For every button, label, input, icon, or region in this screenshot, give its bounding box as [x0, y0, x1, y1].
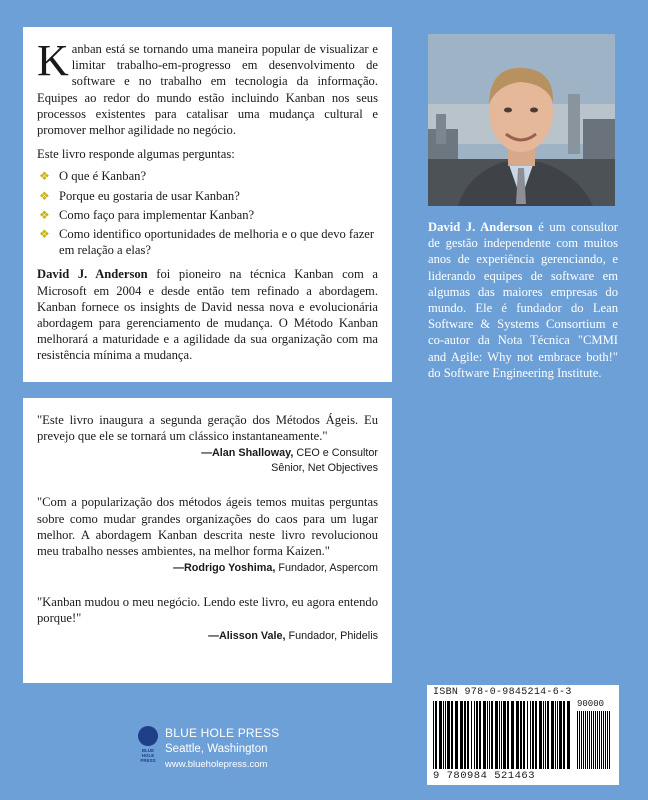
svg-text:BLUE: BLUE — [141, 748, 155, 753]
questions-intro: Este livro responde algumas perguntas: — [37, 147, 235, 162]
quote-text: "Kanban mudou o meu negócio. Lendo este livro, eu agora entendo porque!" — [37, 595, 378, 626]
isbn-barcode — [427, 685, 619, 785]
list-item: ❖ Como identifico oportunidades de melhoria e o que devo fazer em relação a elas? — [39, 227, 375, 258]
barcode-bars — [433, 701, 571, 769]
quote-attribution: —Rodrigo Yoshima, Fundador, Aspercom — [173, 562, 378, 575]
list-item: ❖ O que é Kanban? — [39, 169, 147, 184]
barcode-digits: 9 780984 521463 — [433, 770, 536, 782]
author-paragraph: David J. Anderson foi pioneiro na técnica Kanban com a Microsoft em 2004 e desde então tem refinado a abordagem. Kanban fornece os insights de David nessa nova e evolucionária abordagem para gerenciamento de mudança. O Método Kanban melhorará a maturidade e a agilidade da sua organização com ma resistência mínima a mudança. — [37, 267, 378, 363]
quote-text: "Este livro inaugura a segunda geração dos Métodos Ágeis. Eu prevejo que ele se tornará um clássico instantaneamente." — [37, 413, 378, 444]
isbn-number: ISBN 978-0-9845214-6-3 — [433, 687, 572, 698]
price-barcode-bars — [577, 711, 613, 769]
list-item: ❖ Porque eu gostaria de usar Kanban? — [39, 188, 240, 203]
author-photo — [428, 34, 615, 206]
price-code: 90000 — [577, 699, 605, 709]
bio-author-name: David J. Anderson — [428, 220, 533, 234]
publisher-name: BLUE HOLE PRESS — [165, 726, 280, 740]
testimonials-box — [23, 398, 392, 683]
author-bio: David J. Anderson é um consultor de gestão independente com muitos anos de experiência gerenciando, e liderando equipes de software em algumas das maiores empresas do mundo. Ele é fundador do Lean Software & Systems Consortium e co-autor da Nota Técnica "CMMI and Agile: Why not embrace both!" do Software Engineering Institute. — [428, 220, 618, 380]
quote-attribution: —Alisson Vale, Fundador, Phidelis — [208, 629, 378, 642]
author-name: David J. Anderson — [37, 267, 148, 282]
description-box — [23, 27, 392, 382]
diamond-bullet-icon: ❖ — [39, 227, 50, 242]
publisher-logo-icon — [135, 724, 165, 766]
quote-text: "Com a popularização dos métodos ágeis temos muitas perguntas sobre como mudar grandes organizações do caos para um lugar melhor. A abordagem Kanban descrita neste livro revolucionou meu trabalho nesses ambientes, na melhor forma Kaizen." — [37, 495, 378, 559]
drop-cap: K — [37, 36, 69, 85]
publisher-city: Seattle, Washington — [165, 743, 268, 755]
svg-text:PRESS: PRESS — [140, 758, 156, 763]
svg-text:HOLE: HOLE — [141, 753, 155, 758]
diamond-bullet-icon: ❖ — [39, 207, 50, 222]
intro-text: anban está se tornando uma maneira popular de visualizar e limitar trabalho-em-progresso em desenvolvimento de software e no trabalho em tecnologia da informação. Equipes ao redor do mundo estão incluindo Kanban nos seus processos existentes para catalisar uma mudança cultural e promover melhor agilidade no negócio. — [37, 42, 378, 138]
diamond-bullet-icon: ❖ — [39, 169, 50, 184]
quote-attribution: —Alan Shalloway, CEO e Consultor Sênior, Net Objectives — [201, 447, 378, 475]
questions-list — [37, 168, 378, 258]
publisher-url: www.blueholepress.com — [165, 759, 268, 770]
list-item: ❖ Como faço para implementar Kanban? — [39, 207, 255, 222]
diamond-bullet-icon: ❖ — [39, 188, 50, 203]
intro-paragraph — [37, 36, 378, 138]
